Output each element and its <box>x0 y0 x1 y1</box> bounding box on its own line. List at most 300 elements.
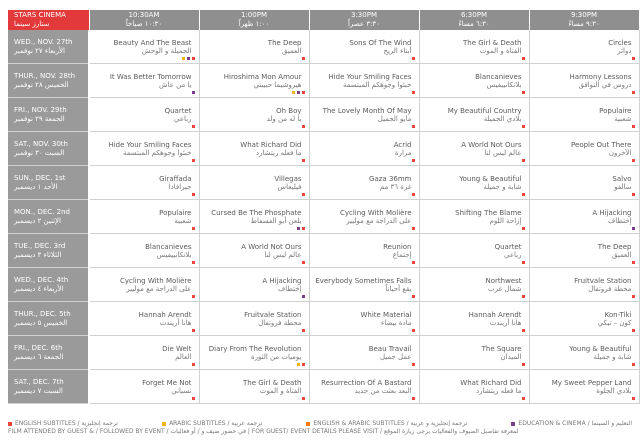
film-title-ar: هانا أريندت <box>489 318 522 327</box>
film-title-en: The Girl & Death <box>462 38 522 47</box>
film-title-ar: على الدراجة مع موليير <box>346 216 412 225</box>
english-marker-icon <box>522 397 525 400</box>
date-cell <box>8 370 89 404</box>
date-cell <box>8 64 89 98</box>
film-title-en: Beauty And The Beast <box>113 38 192 47</box>
english-marker-icon <box>412 329 415 332</box>
film-title-en: What Richard Did <box>240 140 302 149</box>
time-ar: ٣:٣٠ عصراً <box>348 20 380 28</box>
film-title-en: Populaire <box>599 106 632 115</box>
education-marker-icon <box>632 227 635 230</box>
day-row <box>8 98 639 132</box>
film-title-ar: البعد بعثت من جديد <box>354 386 412 395</box>
time-ar: ١٠:٣٠ صباحاً <box>125 20 163 28</box>
film-cell[interactable] <box>309 166 419 200</box>
date-en: TUE., DEC. 3rd <box>14 241 66 250</box>
subtitle-markers <box>522 57 525 60</box>
film-title-en: Young & Beautiful <box>459 174 522 183</box>
film-title-ar: محطة فروتفال <box>588 284 632 293</box>
date-ar: الأحد ١ ديسمبر <box>14 182 58 191</box>
film-title-ar: ما فعله ريتشارد <box>476 386 522 395</box>
film-title-en: A Hijacking <box>592 208 632 217</box>
film-title-en: Acrid <box>393 140 412 149</box>
subtitle-markers <box>192 193 195 196</box>
film-title-ar: خبئوا وجوهكم المبتسمة <box>343 80 412 89</box>
film-cell[interactable] <box>89 132 199 166</box>
date-ar: الأربعاء ٢٧ نوفمبر <box>14 46 65 55</box>
film-title-ar: خبئوا وجوهكم المبتسمة <box>123 148 192 157</box>
date-en: THUR., DEC. 5th <box>14 309 71 318</box>
date-cell <box>8 234 89 268</box>
english-marker-icon <box>302 227 305 230</box>
subtitle-markers <box>192 329 195 332</box>
date-en: SAT., DEC. 7th <box>14 377 64 386</box>
film-title-en: Hide Your Smiling Faces <box>108 140 192 149</box>
film-cell[interactable] <box>199 234 309 268</box>
date-en: SAT., NOV. 30th <box>14 139 68 148</box>
film-title-en: Hannah Arendt <box>138 310 192 319</box>
english-marker-icon <box>302 125 305 128</box>
english-marker-icon <box>522 261 525 264</box>
english-marker-icon <box>192 329 195 332</box>
film-title-ar: غزة ٣٦ مم <box>379 182 412 191</box>
english-marker-icon <box>192 295 195 298</box>
subtitle-markers <box>302 159 305 162</box>
date-en: FRI., NOV. 29th <box>14 105 67 114</box>
film-cell[interactable] <box>309 268 419 302</box>
film-title-ar: الفتاة و الموت <box>259 386 302 395</box>
film-title-ar: الميدان <box>500 352 522 361</box>
english-marker-icon <box>412 295 415 298</box>
time-ar: ٦:٣٠ مساءً <box>458 20 490 28</box>
film-title-en: Cycling With Molière <box>119 276 192 285</box>
subtitle-markers <box>302 193 305 196</box>
film-title-en: Blancanieves <box>475 72 522 81</box>
subtitle-markers <box>522 125 525 128</box>
legend <box>8 420 632 436</box>
film-title-ar: شمال غرب <box>488 284 522 293</box>
film-title-ar: شعبية <box>614 114 632 123</box>
film-title-ar: شعبية <box>174 216 192 225</box>
film-cell[interactable] <box>89 268 199 302</box>
english-marker-icon <box>522 159 525 162</box>
film-cell[interactable] <box>419 336 529 370</box>
film-title-ar: بلانكانييفيس <box>486 80 522 89</box>
film-title-en: My Sweet Pepper Land <box>551 378 632 387</box>
film-cell[interactable] <box>529 64 639 98</box>
arabic-marker-icon <box>182 57 185 60</box>
time-ar: ٩:٣٠ مساءً <box>568 20 600 28</box>
film-title-en: The Deep <box>597 242 632 251</box>
film-title-en: Sons Of The Wind <box>349 38 412 47</box>
film-cell[interactable] <box>529 234 639 268</box>
film-title-ar: يا من عاش <box>159 80 192 89</box>
film-cell[interactable] <box>309 234 419 268</box>
time-en: 9:30PM <box>571 11 597 19</box>
subtitle-markers <box>412 125 415 128</box>
day-row <box>8 370 639 404</box>
film-title-ar: أبناء الريح <box>383 46 412 55</box>
film-title-ar: يا له من ولد <box>266 114 302 123</box>
date-cell <box>8 166 89 200</box>
film-cell[interactable] <box>419 200 529 234</box>
film-title-ar: على الدراجة مع موليير <box>126 284 192 293</box>
date-en: MON., DEC. 2nd <box>14 207 70 216</box>
day-row <box>8 268 639 302</box>
time-header <box>529 10 639 30</box>
film-cell[interactable] <box>419 132 529 166</box>
date-ar: الخميس ٥ ديسمبر <box>14 318 68 327</box>
film-cell[interactable] <box>309 64 419 98</box>
english-marker-icon <box>192 125 195 128</box>
film-title-en: Circles <box>608 38 632 47</box>
subtitle-markers <box>632 91 635 94</box>
arabic-subtitles-marker-icon <box>162 422 166 426</box>
subtitle-markers <box>412 329 415 332</box>
film-title-ar: مرارة <box>394 148 412 157</box>
film-title-ar: بلانكانييفيس <box>156 250 192 259</box>
film-title-en: Northwest <box>485 276 522 285</box>
english-marker-icon <box>632 91 635 94</box>
subtitle-markers <box>632 295 635 298</box>
film-title-ar: جيرافادا <box>168 182 192 191</box>
subtitle-markers <box>297 227 305 230</box>
english-marker-icon <box>302 397 305 400</box>
film-title-ar: مايو الجميل <box>377 114 412 123</box>
film-title-en: The Lovely Month Of May <box>322 106 412 115</box>
film-title-en: Villegas <box>274 174 302 183</box>
subtitle-markers <box>412 363 415 366</box>
film-title-ar: الجميلة و الوحش <box>141 46 192 55</box>
film-cell[interactable] <box>419 302 529 336</box>
film-cell[interactable] <box>199 370 309 404</box>
film-cell[interactable] <box>89 370 199 404</box>
film-cell[interactable] <box>199 132 309 166</box>
film-title-en: People Out There <box>571 140 632 149</box>
english-marker-icon <box>192 159 195 162</box>
film-cell[interactable] <box>309 336 419 370</box>
english-marker-icon <box>522 227 525 230</box>
date-ar: الجمعة ٢٩ نوفمبر <box>14 114 65 123</box>
film-cell[interactable] <box>89 302 199 336</box>
film-title-en: Shifting The Blame <box>455 208 522 217</box>
cinema-name-ar: ستارز سينما <box>14 20 50 28</box>
film-cell[interactable] <box>199 98 309 132</box>
date-ar: السبت ٧ ديسمبر <box>14 386 63 395</box>
education-marker-icon <box>192 91 195 94</box>
subtitle-markers <box>632 57 635 60</box>
film-title-en: Fruitvale Station <box>574 276 632 285</box>
subtitle-markers <box>522 159 525 162</box>
english-subtitles-marker-icon <box>8 422 12 426</box>
subtitle-markers <box>412 91 415 94</box>
english-marker-icon <box>302 261 305 264</box>
film-title-ar: يقع أحياناً <box>385 284 412 293</box>
subtitle-markers <box>632 193 635 196</box>
subtitle-markers <box>412 261 415 264</box>
subtitle-markers <box>632 397 635 400</box>
film-title-ar: يلعن أبو الفسفاط <box>250 216 302 225</box>
film-title-en: Oh Boy <box>276 106 302 115</box>
legend-english <box>8 420 118 428</box>
subtitle-markers <box>522 227 525 230</box>
film-cell[interactable] <box>529 268 639 302</box>
cinema-name-en: STARS CINEMA <box>14 11 66 19</box>
film-cell[interactable] <box>529 166 639 200</box>
film-title-en: The Square <box>481 344 522 353</box>
film-title-en: The Deep <box>267 38 302 47</box>
film-title-ar: إزاحة اللوم <box>489 216 522 225</box>
film-title-ar: بلادي الجلوة <box>596 386 632 395</box>
film-title-ar: كون – تيكي <box>597 318 632 327</box>
film-cell[interactable] <box>309 132 419 166</box>
film-cell[interactable] <box>529 302 639 336</box>
date-cell <box>8 200 89 234</box>
subtitle-markers <box>632 363 635 366</box>
film-cell[interactable] <box>529 370 639 404</box>
english-marker-icon <box>192 193 195 196</box>
film-cell[interactable] <box>199 302 309 336</box>
subtitle-markers <box>412 159 415 162</box>
english-marker-icon <box>632 295 635 298</box>
time-en: 3:30PM <box>351 11 377 19</box>
subtitle-markers <box>522 329 525 332</box>
date-en: WED., DEC. 4th <box>14 275 69 284</box>
film-cell[interactable] <box>309 370 419 404</box>
education-cinema-marker-icon <box>511 422 515 426</box>
film-title-ar: ما فعله ريتشارد <box>256 148 302 157</box>
schedule-grid <box>8 10 640 404</box>
film-title-ar: العميق <box>282 46 302 55</box>
date-ar: الأربعاء ٤ ديسمبر <box>14 284 64 293</box>
subtitle-markers <box>522 295 525 298</box>
day-row <box>8 336 639 370</box>
film-cell[interactable] <box>199 336 309 370</box>
film-title-ar: مادة بيضاء <box>381 318 412 327</box>
english-marker-icon <box>412 159 415 162</box>
subtitle-markers <box>522 397 525 400</box>
film-title-en: Populaire <box>159 208 192 217</box>
subtitle-markers <box>192 125 195 128</box>
film-title-en: What Richard Did <box>460 378 522 387</box>
film-cell[interactable] <box>309 30 419 64</box>
subtitle-markers <box>632 227 635 230</box>
education-marker-icon <box>302 295 305 298</box>
time-en: 1:00PM <box>241 11 267 19</box>
english-marker-icon <box>632 159 635 162</box>
education-marker-icon <box>297 91 300 94</box>
film-title-en: Kon-Tiki <box>604 310 632 319</box>
subtitle-markers <box>632 159 635 162</box>
english-marker-icon <box>192 57 195 60</box>
legend-eng-ar <box>306 420 467 428</box>
film-cell[interactable] <box>309 200 419 234</box>
subtitle-markers <box>632 329 635 332</box>
english-marker-icon <box>412 57 415 60</box>
film-cell[interactable] <box>199 30 309 64</box>
film-cell[interactable] <box>89 30 199 64</box>
subtitle-markers <box>412 397 415 400</box>
english-marker-icon <box>412 363 415 366</box>
subtitle-markers <box>192 227 195 230</box>
film-title-ar: دروس في التوافق <box>578 80 632 89</box>
english-marker-icon <box>192 227 195 230</box>
film-title-en: Young & Beautiful <box>569 344 632 353</box>
film-title-en: Blancanieves <box>145 242 192 251</box>
film-cell[interactable] <box>529 200 639 234</box>
film-title-ar: فيليغاس <box>277 182 302 191</box>
arabic-marker-icon <box>297 363 300 366</box>
film-title-ar: هانا أريندت <box>159 318 192 327</box>
subtitle-markers <box>192 159 195 162</box>
film-title-en: A Hijacking <box>262 276 302 285</box>
film-title-ar: إجتماع <box>392 250 412 259</box>
english-marker-icon <box>412 125 415 128</box>
film-cell[interactable] <box>89 166 199 200</box>
film-title-en: Everybody Sometimes Falls <box>315 276 412 285</box>
subtitle-markers <box>302 329 305 332</box>
film-cell[interactable] <box>529 98 639 132</box>
subtitle-markers <box>302 295 305 298</box>
date-ar: الإثنين ٢ ديسمبر <box>14 216 61 225</box>
date-en: SUN., DEC. 1st <box>14 173 66 182</box>
film-title-en: Fruitvale Station <box>244 310 302 319</box>
film-title-ar: إختطاف <box>277 284 302 293</box>
subtitle-markers <box>412 193 415 196</box>
film-title-ar: بلادي الجميلة <box>483 114 522 123</box>
date-cell <box>8 268 89 302</box>
film-title-en: Hannah Arendt <box>468 310 522 319</box>
film-title-en: The Girl & Death <box>242 378 302 387</box>
english-marker-icon <box>522 57 525 60</box>
subtitle-markers <box>292 91 305 94</box>
film-title-en: Diary From The Revolution <box>208 344 302 353</box>
english-marker-icon <box>632 193 635 196</box>
film-cell[interactable] <box>89 200 199 234</box>
subtitle-markers <box>412 295 415 298</box>
english-marker-icon <box>522 125 525 128</box>
date-ar: السبت ٣٠ نوفمبر <box>14 148 65 157</box>
film-cell[interactable] <box>199 268 309 302</box>
date-cell <box>8 336 89 370</box>
date-en: WED., NOV. 27th <box>14 37 73 46</box>
subtitle-markers <box>192 363 195 366</box>
subtitle-markers <box>192 91 195 94</box>
subtitle-markers <box>522 91 525 94</box>
film-cell[interactable] <box>419 370 529 404</box>
film-title-ar: رباعي <box>504 250 522 259</box>
film-title-en: Cycling With Molière <box>339 208 412 217</box>
film-cell[interactable] <box>419 30 529 64</box>
english-marker-icon <box>192 261 195 264</box>
legend-english-label: ENGLISH SUBTITLES / ترجمة إنجليزية <box>15 420 118 427</box>
film-cell[interactable] <box>89 234 199 268</box>
english-marker-icon <box>192 397 195 400</box>
film-title-en: Salvo <box>612 174 632 183</box>
film-cell[interactable] <box>529 336 639 370</box>
film-cell[interactable] <box>89 64 199 98</box>
subtitle-markers <box>302 261 305 264</box>
film-cell[interactable] <box>419 268 529 302</box>
english-marker-icon <box>412 397 415 400</box>
day-row <box>8 64 639 98</box>
film-title-en: Beau Travail <box>368 344 412 353</box>
time-header <box>199 10 309 30</box>
film-cell[interactable] <box>529 132 639 166</box>
film-title-en: Hide Your Smiling Faces <box>328 72 412 81</box>
time-header <box>309 10 419 30</box>
film-title-ar: عمل جميل <box>379 352 412 361</box>
film-title-ar: سالفو <box>614 182 632 191</box>
film-cell[interactable] <box>89 98 199 132</box>
film-cell[interactable] <box>419 98 529 132</box>
date-en: THUR., NOV. 28th <box>14 71 76 80</box>
time-en: 10:30AM <box>128 11 160 19</box>
english-marker-icon <box>302 329 305 332</box>
film-title-ar: محطة فروتفال <box>258 318 302 327</box>
film-cell[interactable] <box>89 336 199 370</box>
time-header <box>419 10 529 30</box>
film-title-ar: الآخرون <box>608 148 632 157</box>
legend-note: FILM ATTENDED BY GUEST & / FOLLOWED BY EVENT / في حضور ضيف و / أو فعاليات | FOR GUEST/ EVENT DETAILS PLEASE VISIT / لمعرفة تفاصيل الضيوف والفعاليات يرجى زيارة الموقع <box>8 428 519 435</box>
subtitle-markers <box>522 193 525 196</box>
subtitle-markers <box>192 295 195 298</box>
english-marker-icon <box>302 57 305 60</box>
date-ar: الجمعة ٦ ديسمبر <box>14 352 64 361</box>
film-cell[interactable] <box>199 166 309 200</box>
english-marker-icon <box>522 363 525 366</box>
english-marker-icon <box>522 295 525 298</box>
subtitle-markers <box>182 57 195 60</box>
film-cell[interactable] <box>419 64 529 98</box>
subtitle-markers <box>192 397 195 400</box>
english-arabic-subtitles-marker-icon <box>306 422 310 426</box>
subtitle-markers <box>412 57 415 60</box>
film-cell[interactable] <box>419 166 529 200</box>
film-title-en: A World Not Ours <box>241 242 302 251</box>
header-row <box>8 10 639 30</box>
film-cell[interactable] <box>199 200 309 234</box>
subtitle-markers <box>522 363 525 366</box>
film-title-en: Forget Me Not <box>142 378 192 387</box>
film-title-en: Die Welt <box>162 344 192 353</box>
time-header <box>89 10 199 30</box>
date-cell <box>8 302 89 336</box>
english-marker-icon <box>302 159 305 162</box>
date-cell <box>8 132 89 166</box>
date-ar: الخميس ٢٨ نوفمبر <box>14 80 69 89</box>
education-marker-icon <box>187 57 190 60</box>
film-cell[interactable] <box>309 98 419 132</box>
film-title-en: A World Not Ours <box>461 140 522 149</box>
day-row <box>8 234 639 268</box>
english-marker-icon <box>302 91 305 94</box>
day-row <box>8 132 639 166</box>
date-en: FRI., DEC. 6th <box>14 343 63 352</box>
film-title-ar: هيروشيما حبيبتي <box>253 80 302 89</box>
english-marker-icon <box>412 91 415 94</box>
day-row <box>8 30 639 64</box>
film-title-ar: العالم <box>175 352 192 361</box>
day-row <box>8 302 639 336</box>
film-title-ar: نسياني <box>171 386 192 395</box>
legend-arabic-label: ARABIC SUBTITLES / ترجمة عربية <box>169 420 263 427</box>
film-cell[interactable] <box>419 234 529 268</box>
subtitle-markers <box>297 363 305 366</box>
film-cell[interactable] <box>529 30 639 64</box>
film-cell[interactable] <box>199 64 309 98</box>
film-cell[interactable] <box>309 302 419 336</box>
